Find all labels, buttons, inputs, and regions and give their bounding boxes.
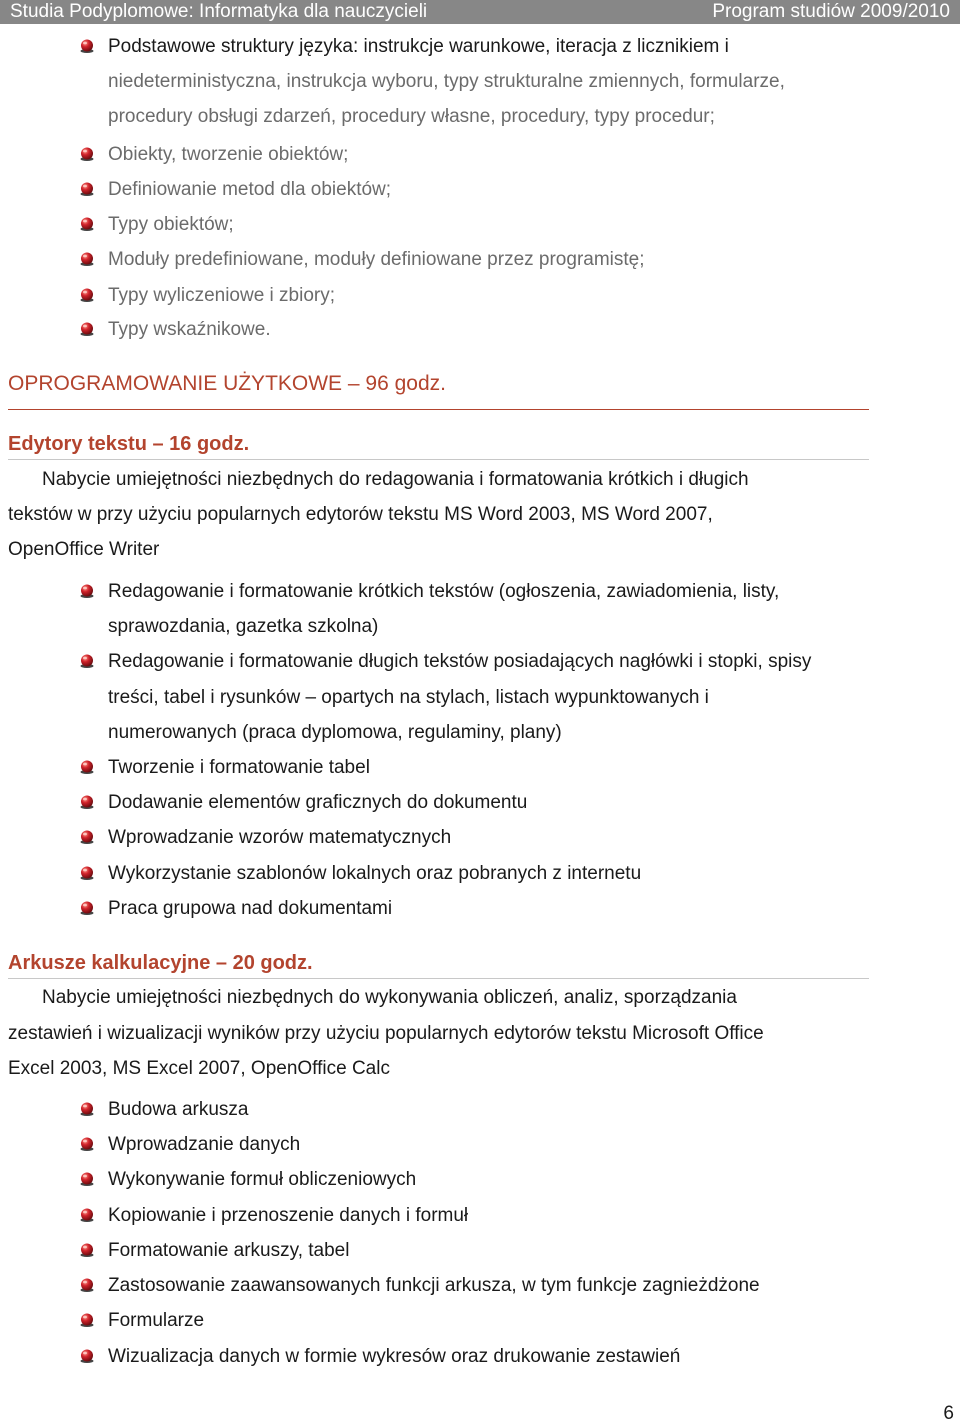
list-item: Dodawanie elementów graficznych do dokumentu xyxy=(108,792,528,813)
list-item-line: Redagowanie i formatowanie długich tekstów posiadających nagłówki i stopki, spisy xyxy=(108,651,812,672)
list-item-line: niedeterministyczna, instrukcja wyboru, typy strukturalne zmiennych, formularze, xyxy=(108,71,785,92)
bullet-icon xyxy=(79,38,95,54)
bullet-icon xyxy=(79,794,95,810)
page-number: 6 xyxy=(943,1403,954,1424)
bullet-icon xyxy=(79,1242,95,1258)
bullet-icon xyxy=(79,251,95,267)
list-item: Typy wyliczeniowe i zbiory; xyxy=(108,285,336,306)
list-item-line: treści, tabel i rysunków – opartych na stylach, listach wypunktowanych i xyxy=(108,687,709,708)
list-item: Obiekty, tworzenie obiektów; xyxy=(108,144,349,165)
bullet-icon xyxy=(79,1312,95,1328)
list-item: Praca grupowa nad dokumentami xyxy=(108,898,393,919)
editors-intro-line: tekstów w przy użyciu popularnych edytorów tekstu MS Word 2003, MS Word 2007, xyxy=(8,504,713,525)
list-item-line: sprawozdania, gazetka szkolna) xyxy=(108,616,379,637)
bullet-icon xyxy=(79,1348,95,1364)
spreadsheets-intro-line: zestawień i wizualizacji wyników przy użyciu popularnych edytorów tekstu Microsoft Office xyxy=(8,1023,764,1044)
list-item-line: numerowanych (praca dyplomowa, regulaminy, plany) xyxy=(108,722,562,743)
bullet-icon xyxy=(79,759,95,775)
bullet-icon xyxy=(79,216,95,232)
list-item: Tworzenie i formatowanie tabel xyxy=(108,757,370,778)
list-item-line: procedury obsługi zdarzeń, procedury własne, procedury, typy procedur; xyxy=(108,106,715,127)
bullet-icon xyxy=(79,1171,95,1187)
list-item: Wprowadzanie wzorów matematycznych xyxy=(108,827,452,848)
spreadsheets-intro-line: Nabycie umiejętności niezbędnych do wykonywania obliczeń, analiz, sporządzania xyxy=(42,987,737,1008)
editors-intro-line: OpenOffice Writer xyxy=(8,539,160,560)
page-header xyxy=(0,0,960,24)
list-item: Formatowanie arkuszy, tabel xyxy=(108,1240,350,1261)
list-item: Moduły predefiniowane, moduły definiowane przez programistę; xyxy=(108,249,645,270)
list-item: Kopiowanie i przenoszenie danych i formuł xyxy=(108,1205,469,1226)
bullet-icon xyxy=(79,1136,95,1152)
spreadsheets-intro-line: Excel 2003, MS Excel 2007, OpenOffice Calc xyxy=(8,1058,390,1079)
bullet-icon xyxy=(79,1277,95,1293)
list-item: Wprowadzanie danych xyxy=(108,1134,301,1155)
subsection-divider xyxy=(8,978,869,979)
list-item: Formularze xyxy=(108,1310,205,1331)
bullet-icon xyxy=(79,1101,95,1117)
bullet-icon xyxy=(79,865,95,881)
list-item: Typy wskaźnikowe. xyxy=(108,319,271,340)
list-item: Typy obiektów; xyxy=(108,214,234,235)
list-item-line: Redagowanie i formatowanie krótkich tekstów (ogłoszenia, zawiadomienia, listy, xyxy=(108,581,780,602)
bullet-icon xyxy=(79,181,95,197)
header-program-year: Program studiów 2009/2010 xyxy=(712,1,950,22)
bullet-icon xyxy=(79,321,95,337)
list-item: Zastosowanie zaawansowanych funkcji arkusza, w tym funkcje zagnieżdżone xyxy=(108,1275,760,1296)
subsection-divider xyxy=(8,459,869,460)
list-item: Wizualizacja danych w formie wykresów oraz drukowanie zestawień xyxy=(108,1346,681,1367)
bullet-icon xyxy=(79,146,95,162)
bullet-icon xyxy=(79,653,95,669)
header-course-title: Studia Podyplomowe: Informatyka dla nauczycieli xyxy=(10,1,428,22)
bullet-icon xyxy=(79,287,95,303)
subsection-title-spreadsheets: Arkusze kalkulacyjne – 20 godz. xyxy=(8,952,313,974)
list-item: Wykonywanie formuł obliczeniowych xyxy=(108,1169,417,1190)
list-item: Budowa arkusza xyxy=(108,1099,249,1120)
bullet-icon xyxy=(79,583,95,599)
bullet-icon xyxy=(79,829,95,845)
list-item-line: Podstawowe struktury języka: instrukcje warunkowe, iteracja z licznikiem i xyxy=(108,36,729,57)
bullet-icon xyxy=(79,1207,95,1223)
editors-intro-line: Nabycie umiejętności niezbędnych do redagowania i formatowania krótkich i długich xyxy=(42,469,749,490)
list-item: Definiowanie metod dla obiektów; xyxy=(108,179,392,200)
subsection-title-editors: Edytory tekstu – 16 godz. xyxy=(8,433,250,455)
bullet-icon xyxy=(79,900,95,916)
list-item: Wykorzystanie szablonów lokalnych oraz pobranych z internetu xyxy=(108,863,642,884)
section-title: OPROGRAMOWANIE UŻYTKOWE – 96 godz. xyxy=(8,372,446,395)
section-divider xyxy=(8,409,869,410)
